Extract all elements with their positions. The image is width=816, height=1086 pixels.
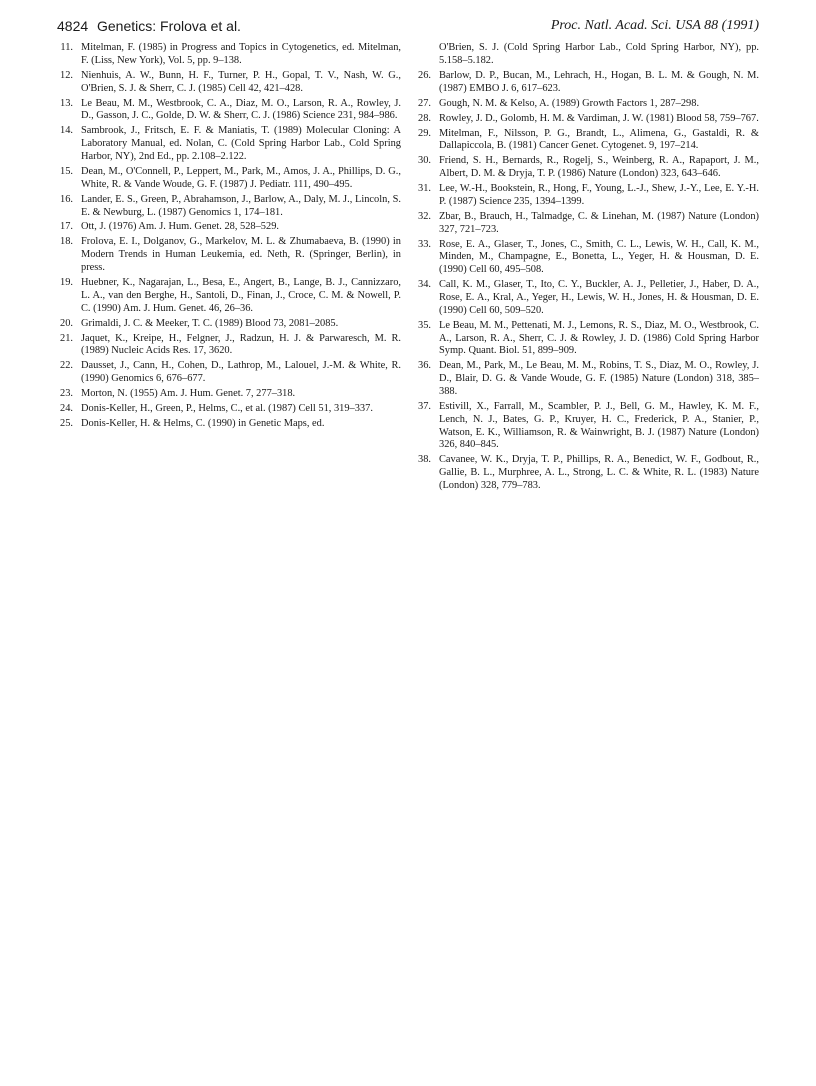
reference-number: 17. [60, 221, 73, 233]
reference-text: Grimaldi, J. C. & Meeker, T. C. (1989) Blood 73, 2081–2085. [81, 317, 339, 329]
reference-number: 19. [60, 277, 73, 289]
running-header [57, 18, 759, 38]
page-number: 4824 [57, 18, 89, 34]
reference-number: 28. [418, 112, 431, 124]
reference-item [415, 401, 759, 452]
reference-number: 11. [60, 42, 73, 53]
reference-text: Dean, M., Park, M., Le Beau, M. M., Robins, T. S., Diaz, M. O., Rowley, J. D., Blair, D. G. & Vande Woude, G. F. (1985) Nature (London) 318, 385–388. [439, 360, 759, 397]
reference-item [57, 166, 401, 192]
reference-number: 31. [418, 183, 431, 195]
reference-number: 21. [60, 332, 73, 344]
reference-text: Gough, N. M. & Kelso, A. (1989) Growth Factors 1, 287–298. [439, 97, 700, 109]
reference-item [57, 42, 401, 68]
reference-number: 16. [60, 193, 73, 205]
reference-text: Mitelman, F., Nilsson, P. G., Brandt, L., Alimena, G., Gastaldi, R. & Dallapiccola, B. (1981) Cancer Genet. Cytogenet. 9, 197–214. [439, 127, 759, 152]
reference-item [415, 128, 759, 154]
reference-number: 36. [418, 360, 431, 372]
reference-text: Nienhuis, A. W., Bunn, H. F., Turner, P. H., Gopal, T. V., Nash, W. G., O'Brien, S. J. & Sherr, C. J. (1985) Cell 42, 421–428. [81, 69, 401, 94]
reference-number: 18. [60, 236, 73, 248]
reference-number: 27. [418, 97, 431, 109]
reference-text: Rose, E. A., Glaser, T., Jones, C., Smith, C. L., Lewis, W. H., Call, K. M., Minden, M., Champagne, E., Bonetta, L., Yeger, H. & Housman, D. E. (1990) Cell 60, 495–508. [439, 238, 759, 276]
reference-text: Sambrook, J., Fritsch, E. F. & Maniatis, T. (1989) Molecular Cloning: A Laboratory Manual, ed. Nolan, C. (Cold Spring Harbor Lab., Cold Spring Harbor, NY), 2nd Ed., pp. 2.108–2.122. [81, 125, 401, 162]
reference-number: 22. [60, 360, 73, 372]
reference-item [415, 98, 759, 111]
reference-item [415, 279, 759, 317]
reference-number: 13. [60, 97, 73, 109]
reference-number: 35. [418, 319, 431, 331]
reference-item [57, 277, 401, 315]
reference-item [57, 125, 401, 163]
reference-number: 29. [418, 127, 431, 139]
reference-item [415, 239, 759, 277]
reference-number: 12. [60, 69, 73, 81]
reference-item [415, 360, 759, 398]
reference-number: 37. [418, 400, 431, 412]
reference-item [415, 155, 759, 181]
reference-item [57, 236, 401, 274]
reference-number: 20. [60, 317, 73, 329]
reference-item [415, 113, 759, 126]
reference-number: 25. [60, 418, 73, 430]
running-title: Genetics: Frolova et al. [97, 18, 241, 34]
reference-text: Cavanee, W. K., Dryja, T. P., Phillips, R. A., Benedict, W. F., Godbout, R., Gallie, B. L., Murphree, A. L., Strong, L. C. & White, R. L. (1983) Nature (London) 328, 779–783. [439, 454, 759, 491]
reference-item [57, 70, 401, 96]
reference-item [415, 320, 759, 358]
reference-text: Morton, N. (1955) Am. J. Hum. Genet. 7, 277–318. [81, 388, 296, 400]
reference-item [57, 221, 401, 234]
reference-item [57, 403, 401, 416]
reference-item [57, 194, 401, 220]
reference-text: Call, K. M., Glaser, T., Ito, C. Y., Buckler, A. J., Pelletier, J., Haber, D. A., Rose, E. A., Kral, A., Yeger, H., Lewis, W. H., Jones, H. & Housman, D. E. (1990) Cell 60, 509–520. [439, 279, 759, 316]
reference-item [57, 360, 401, 386]
reference-text: Estivill, X., Farrall, M., Scambler, P. J., Bell, G. M., Hawley, K. M. F., Lench, N. J., Bates, G. P., Kruyer, H. C., Frederick, P. A., Stanier, P., Watson, E. K., Williamson, R. & Wainwright, B. J. (1987) Nature (London) 326, 840–845. [439, 400, 759, 451]
reference-text: Mitelman, F. (1985) in Progress and Topics in Cytogenetics, ed. Mitelman, F. (Liss, New York), Vol. 5, pp. 9–138. [81, 42, 401, 66]
reference-continuation: O'Brien, S. J. (Cold Spring Harbor Lab., Cold Spring Harbor, NY), pp. 5.158–5.182. [439, 42, 759, 66]
reference-item [57, 418, 401, 431]
reference-text: Ott, J. (1976) Am. J. Hum. Genet. 28, 528–529. [81, 221, 279, 233]
reference-text: Frolova, E. I., Dolganov, G., Markelov, M. L. & Zhumabaeva, B. (1990) in Modern Trends in Human Leukemia, ed. Neth, R. (Springer, Berlin), in press. [81, 236, 401, 274]
reference-item [57, 388, 401, 401]
reference-item [57, 333, 401, 359]
reference-number: 14. [60, 125, 73, 137]
reference-text: Le Beau, M. M., Westbrook, C. A., Diaz, M. O., Larson, R. A., Rowley, J. D., Gasson, J. C., Golde, D. W. & Sherr, C. J. (1986) Science 231, 984–986. [81, 97, 401, 122]
references-left-column [57, 42, 401, 431]
reference-number: 38. [418, 454, 431, 466]
reference-number: 32. [418, 210, 431, 222]
reference-number: 15. [60, 165, 73, 177]
reference-number: 34. [418, 279, 431, 291]
references-right-column [415, 42, 759, 493]
reference-number: 26. [418, 69, 431, 81]
reference-text: Dausset, J., Cann, H., Cohen, D., Lathrop, M., Lalouel, J.-M. & White, R. (1990) Genomics 6, 676–677. [81, 360, 401, 385]
reference-text: Rowley, J. D., Golomb, H. M. & Vardiman, J. W. (1981) Blood 58, 759–767. [439, 112, 759, 124]
reference-text: Lander, E. S., Green, P., Abrahamson, J., Barlow, A., Daly, M. J., Lincoln, S. E. & Newburg, L. (1987) Genomics 1, 174–181. [81, 193, 401, 218]
reference-item [415, 211, 759, 237]
reference-item [415, 70, 759, 96]
reference-text: Friend, S. H., Bernards, R., Rogelj, S., Weinberg, R. A., Rapaport, J. M., Albert, D. M. & Dryja, T. P. (1986) Nature (London) 323, 643–646. [439, 155, 759, 180]
reference-item [57, 98, 401, 124]
reference-item [57, 318, 401, 331]
reference-item [415, 454, 759, 492]
journal-citation: Proc. Natl. Acad. Sci. USA 88 (1991) [550, 18, 759, 33]
reference-text: Dean, M., O'Connell, P., Leppert, M., Park, M., Amos, J. A., Phillips, D. G., White, R. & Vande Woude, G. F. (1987) J. Pediatr. 111, 490–495. [81, 165, 401, 190]
reference-text: Barlow, D. P., Bucan, M., Lehrach, H., Hogan, B. L. M. & Gough, N. M. (1987) EMBO J. 6, 617–623. [439, 69, 759, 94]
reference-text: Lee, W.-H., Bookstein, R., Hong, F., Young, L.-J., Shew, J.-Y., Lee, E. Y.-H. P. (1987) Science 235, 1394–1399. [439, 183, 759, 207]
reference-text: Huebner, K., Nagarajan, L., Besa, E., Angert, B., Lange, B. J., Cannizzaro, L. A., van den Berghe, H., Santoli, D., Finan, J., Croce, C. M. & Nowell, P. C. (1990) Am. J. Hum. Genet. 46, 26–36. [81, 277, 401, 314]
reference-item [415, 183, 759, 209]
reference-text: Donis-Keller, H. & Helms, C. (1990) in Genetic Maps, ed. [81, 418, 325, 430]
reference-number: 24. [60, 403, 73, 415]
reference-number: 30. [418, 155, 431, 167]
reference-text: Zbar, B., Brauch, H., Talmadge, C. & Linehan, M. (1987) Nature (London) 327, 721–723. [439, 210, 759, 235]
reference-text: Donis-Keller, H., Green, P., Helms, C., et al. (1987) Cell 51, 319–337. [81, 403, 373, 415]
reference-number: 23. [60, 388, 73, 400]
reference-number: 33. [418, 238, 431, 250]
reference-text: Jaquet, K., Kreipe, H., Felgner, J., Radzun, H. J. & Parwaresch, M. R. (1989) Nucleic Acids Res. 17, 3620. [81, 332, 401, 357]
reference-text: Le Beau, M. M., Pettenati, M. J., Lemons, R. S., Diaz, M. O., Westbrook, C. A., Larson, R. A., Sherr, C. J. & Rowley, J. D. (1986) Cold Spring Harbor Symp. Quant. Biol. 51, 899–909. [439, 319, 759, 357]
